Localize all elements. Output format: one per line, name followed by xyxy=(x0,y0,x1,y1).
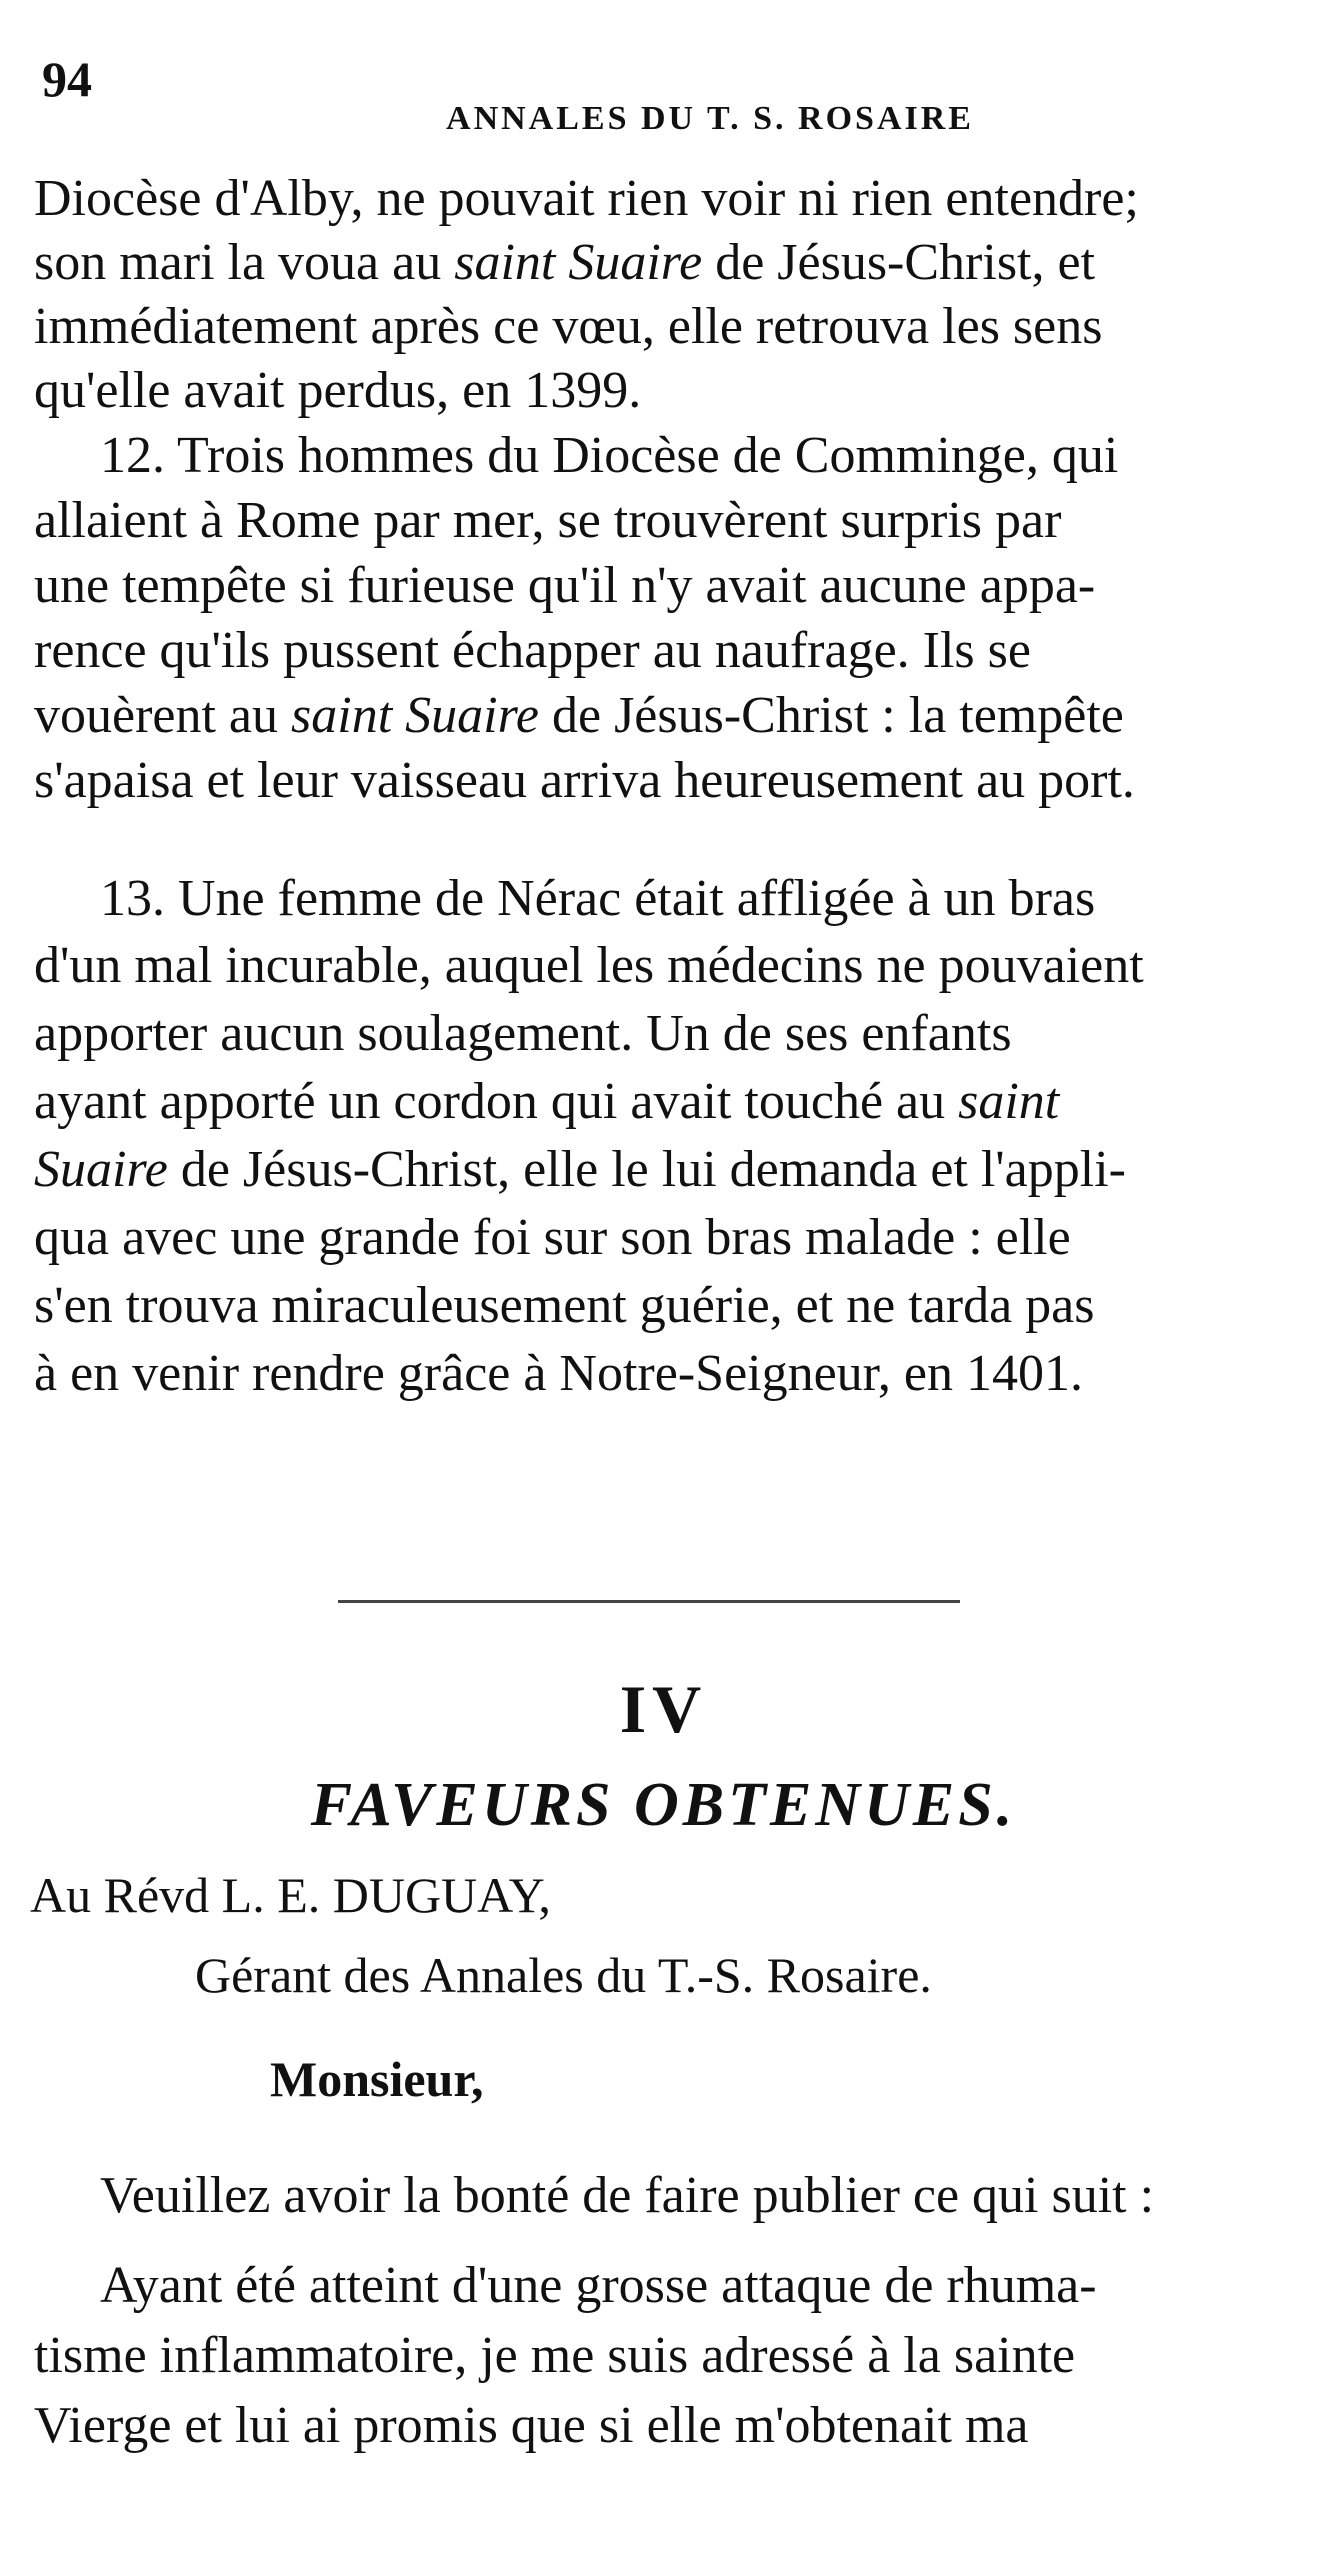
section-numeral: IV xyxy=(619,1671,708,1747)
letter-line-3: tisme inflammatoire, je me suis adressé à la sainte xyxy=(34,2327,1076,2384)
paragraph-13-line-7: s'en trouva miraculeusement guérie, et ne tarda pas xyxy=(34,1277,1095,1334)
paragraph-13-line-5: Suaire de Jésus-Christ, elle le lui demanda et l'appli- xyxy=(34,1141,1126,1198)
paragraph-12-line-4: rence qu'ils pussent échapper au naufrage. Ils se xyxy=(34,622,1031,679)
paragraph-13-line-8: à en venir rendre grâce à Notre-Seigneur, en 1401. xyxy=(34,1345,1083,1402)
letter-salutation: Monsieur, xyxy=(270,2051,484,2107)
letter-line-1: Veuillez avoir la bonté de faire publier ce qui suit : xyxy=(100,2167,1155,2224)
paragraph-12-line-5: vouèrent au saint Suaire de Jésus-Christ : la tempête xyxy=(34,687,1124,744)
running-title: ANNALES DU T. S. ROSAIRE xyxy=(446,100,974,137)
paragraph-11-line-1: Diocèse d'Alby, ne pouvait rien voir ni rien entendre; xyxy=(34,170,1139,227)
letter-addressee-title: Gérant des Annales du T.-S. Rosaire. xyxy=(195,1947,932,2003)
paragraph-13-line-3: apporter aucun soulagement. Un de ses enfants xyxy=(34,1005,1012,1062)
paragraph-11-line-4: qu'elle avait perdus, en 1399. xyxy=(34,362,642,419)
paragraph-12-line-3: une tempête si furieuse qu'il n'y avait aucune appa- xyxy=(34,557,1096,614)
paragraph-11-line-2: son mari la voua au saint Suaire de Jésus-Christ, et xyxy=(34,234,1096,291)
paragraph-12-line-6: s'apaisa et leur vaisseau arriva heureusement au port. xyxy=(34,752,1135,809)
letter-line-2: Ayant été atteint d'une grosse attaque de rhuma- xyxy=(100,2257,1097,2314)
paragraph-13-line-6: qua avec une grande foi sur son bras malade : elle xyxy=(34,1209,1071,1266)
section-title: FAVEURS OBTENUES. xyxy=(310,1771,1017,1839)
letter-addressee: Au Révd L. E. DUGUAY, xyxy=(30,1867,551,1923)
paragraph-13-line-1: 13. Une femme de Nérac était affligée à un bras xyxy=(100,870,1096,927)
section-divider xyxy=(338,1600,960,1603)
paragraph-12-line-2: allaient à Rome par mer, se trouvèrent surpris par xyxy=(34,492,1062,549)
letter-line-4: Vierge et lui ai promis que si elle m'obtenait ma xyxy=(34,2397,1029,2454)
paragraph-12-line-1: 12. Trois hommes du Diocèse de Comminge, qui xyxy=(100,427,1119,484)
page-number: 94 xyxy=(42,51,92,107)
paragraph-13-line-4: ayant apporté un cordon qui avait touché au saint xyxy=(34,1073,1060,1130)
paragraph-13-line-2: d'un mal incurable, auquel les médecins ne pouvaient xyxy=(34,937,1144,994)
paragraph-11-line-3: immédiatement après ce vœu, elle retrouva les sens xyxy=(34,298,1103,355)
